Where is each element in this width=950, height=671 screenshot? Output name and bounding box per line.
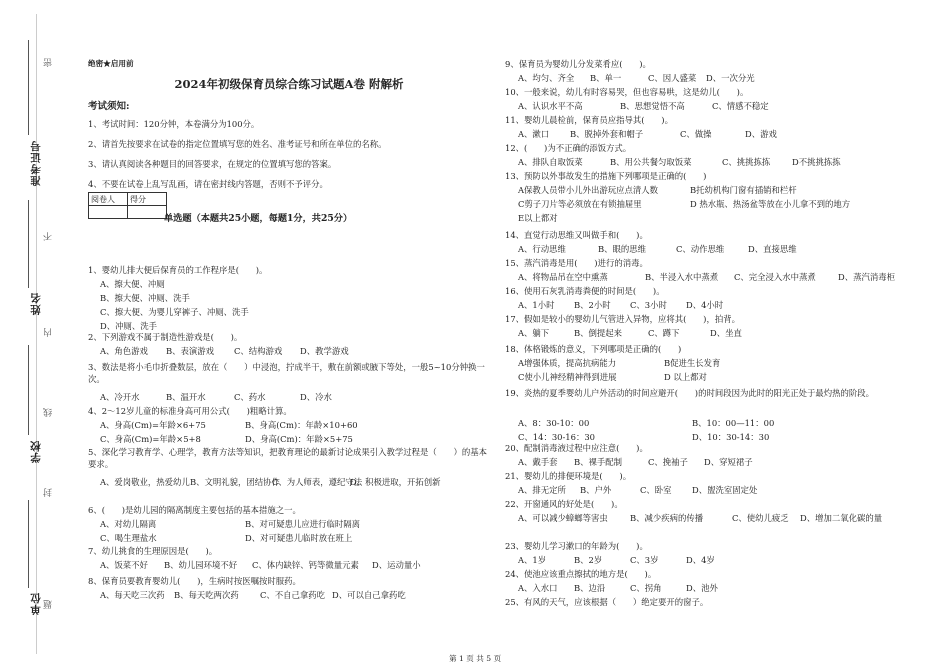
page-footer: 第 1 页 共 5 页	[448, 654, 502, 663]
answer-option[interactable]: C使小儿神经精神得到进展	[518, 372, 617, 382]
answer-option[interactable]: A、8：30-10：00	[518, 418, 590, 428]
label-school: 学校	[30, 440, 42, 463]
answer-option[interactable]: C、拐角	[630, 583, 662, 593]
grader-cell[interactable]	[89, 206, 128, 219]
answer-option[interactable]: B、对可疑患儿应进行临时隔离	[245, 519, 361, 529]
answer-option[interactable]: A增强体质，提高抗病能力	[518, 358, 617, 368]
answer-option[interactable]: D、池外	[686, 583, 718, 593]
answer-option[interactable]: C、体内缺锌、钙等微量元素	[252, 560, 359, 570]
answer-option[interactable]: A、身高(Cm)=年龄×6+75	[100, 420, 206, 430]
answer-option[interactable]: C、动作思维	[676, 244, 725, 254]
answer-option[interactable]: C、14：30-16：30	[518, 432, 595, 442]
answer-option[interactable]: C、3小时	[630, 300, 667, 310]
question-text: 3、数法是将小毛巾折叠数层，放在（ ）中浸泡，拧成半干，敷在前额或腋下等处，一般5~10分钟换一次。	[88, 362, 485, 384]
notice-item: 1、考试时间：120分钟，本卷满分为100分。	[88, 119, 260, 129]
answer-option[interactable]: B、眼的思维	[598, 244, 647, 254]
answer-option[interactable]: A、入水口	[518, 583, 558, 593]
answer-option[interactable]: C、喝生理盐水	[100, 533, 157, 543]
answer-option[interactable]: D、4小时	[686, 300, 724, 310]
answer-option[interactable]: A、冷开水	[100, 392, 140, 402]
question-text: 9、保育员为婴幼儿分发菜肴应( )。	[505, 59, 651, 69]
question-text: 18、体格锻炼的意义，下列哪项是正确的( )	[505, 344, 682, 354]
answer-option[interactable]: B、脱掉外套和帽子	[570, 129, 644, 139]
answer-option[interactable]: A、饭菜不好	[100, 560, 148, 570]
answer-option[interactable]: D、穿短裙子	[704, 457, 753, 467]
answer-option[interactable]: B、幼儿园环境不好	[164, 560, 238, 570]
answer-option[interactable]: A、每天吃三次药	[100, 590, 165, 600]
binding-strip	[0, 0, 60, 671]
name-field[interactable]	[28, 200, 29, 288]
answer-option[interactable]: A、均匀、齐全	[518, 73, 575, 83]
answer-option[interactable]: B、每天吃两次药	[174, 590, 239, 600]
answer-option[interactable]: A、可以减少蟑螂等害虫	[518, 513, 608, 523]
answer-option[interactable]: B、身高(Cm)：年龄×10+60	[245, 420, 358, 430]
answer-option[interactable]: B、思想觉悟不高	[620, 101, 685, 111]
answer-option[interactable]: B、表演游戏	[166, 346, 215, 356]
question-text: 4、2～12岁儿童的标准身高可用公式( )粗略计算。	[88, 406, 292, 416]
question-text: 14、直觉行动思维又叫做手和( )。	[505, 230, 648, 240]
answer-option[interactable]: C、擦大便、为婴儿穿裤子、冲厕、洗手	[100, 307, 249, 317]
answer-option[interactable]: B、单一	[590, 73, 622, 83]
notice-item: 3、请认真阅读各种题目的回答要求，在规定的位置填写您的答案。	[88, 159, 337, 169]
question-text: 23、婴幼儿学习漱口的年龄为( )。	[505, 541, 648, 551]
answer-option[interactable]: D、运动量小	[372, 560, 421, 570]
answer-option[interactable]: D、冷水	[300, 392, 332, 402]
answer-option[interactable]: D、一次分光	[706, 73, 755, 83]
answer-option[interactable]: A、1小时	[518, 300, 555, 310]
seal-mark: 封	[44, 488, 54, 497]
question-text: 5、深化学习教育学、心理学，教育方法等知识，把教育理论的最新讨论成果引入教学过程是（ ）的基本要求。	[88, 447, 487, 469]
answer-option[interactable]: D、身高(Cm)：年龄×5+75	[245, 434, 353, 444]
answer-option[interactable]: D、增加二氧化碳的量	[800, 513, 883, 523]
answer-option[interactable]: D、可以自己拿药吃	[332, 590, 406, 600]
answer-option[interactable]: A、擦大便、冲厕	[100, 279, 165, 289]
answer-option[interactable]: C、情感不稳定	[712, 101, 769, 111]
answer-option[interactable]: C、身高(Cm)=年龄×5+8	[100, 434, 201, 444]
answer-option[interactable]: C、卧室	[640, 485, 672, 495]
answer-option[interactable]: A、爱岗敬业，热爱幼儿	[100, 477, 190, 487]
answer-option[interactable]: A、角色游戏	[100, 346, 148, 356]
answer-option[interactable]: B托幼机构门窗有插销和栏杆	[690, 185, 797, 195]
seal-mark: 密	[44, 58, 54, 67]
school-field[interactable]	[28, 345, 29, 435]
answer-option[interactable]: A保教人员带小儿外出游玩应点清人数	[518, 185, 659, 195]
answer-option[interactable]: C、蹲下	[648, 328, 680, 338]
question-text: 1、婴幼儿排大便后保育员的工作程序是( )。	[88, 265, 268, 275]
answer-option[interactable]: D、4岁	[686, 555, 715, 565]
question-text: 19、炎热的夏季婴幼儿户外活动的时间应避开( )的时间段因为此时的阳光正处于最灼热的阶段。	[505, 388, 874, 398]
answer-option[interactable]: A、排无定所	[518, 485, 566, 495]
section-heading: 单选题（本题共25小题，每题1分，共25分）	[164, 213, 353, 224]
question-text: 7、幼儿挑食的生理原因是( )。	[88, 546, 218, 556]
question-text: 20、配制消毒液过程中应注意( )。	[505, 443, 648, 453]
answer-option[interactable]: C、结构游戏	[234, 346, 283, 356]
answer-option[interactable]: B、边沿	[574, 583, 606, 593]
answer-option[interactable]: C、完全浸入水中蒸煮	[734, 272, 816, 282]
label-exam-number: 准考证号	[30, 140, 42, 186]
label-unit: 单位	[30, 592, 42, 615]
question-text: 12、( )为不正确的添饭方式。	[505, 143, 632, 153]
question-text: 10、一般来说，幼儿有时容易哭，但也容易哄，这是幼儿( )。	[505, 87, 749, 97]
answer-option[interactable]: B、擦大便、冲厕、洗手	[100, 293, 190, 303]
seal-mark: 内	[44, 328, 54, 337]
score-cell[interactable]	[128, 206, 167, 219]
question-text: 16、使用石灰乳消毒粪便的时间是( )。	[505, 286, 665, 296]
question-text: 22、开窗通风的好处是( )。	[505, 499, 623, 509]
answer-option[interactable]: B、户外	[580, 485, 612, 495]
answer-option[interactable]: A、行动思维	[518, 244, 566, 254]
answer-option[interactable]: C、挽袖子	[648, 457, 688, 467]
answer-option[interactable]: D、直接思维	[748, 244, 797, 254]
answer-option[interactable]: C剪子刀片等必须放在有锁抽屉里	[518, 199, 642, 209]
unit-field[interactable]	[28, 500, 29, 588]
notice-item: 2、请首先按要求在试卷的指定位置填写您的姓名、准考证号和所在单位的名称。	[88, 139, 387, 149]
answer-option[interactable]: D、蒸汽消毒柜	[838, 272, 895, 282]
answer-option[interactable]: A、1岁	[518, 555, 547, 565]
answer-option[interactable]: D、游戏	[745, 129, 777, 139]
answer-option[interactable]: D、冲厕、洗手	[100, 321, 157, 331]
grader-label: 阅卷人	[89, 193, 128, 206]
answer-option[interactable]: C、药水	[234, 392, 266, 402]
question-text: 17、假如是较小的婴幼儿气管进入异物，应将其( )，拍背。	[505, 314, 740, 324]
answer-option[interactable]: B促进生长发育	[664, 358, 721, 368]
answer-option[interactable]: D、盥洗室固定处	[692, 485, 758, 495]
answer-option[interactable]: A、戴手套	[518, 457, 558, 467]
question-text: 8、保育员要教育婴幼儿( )，生病时按医嘱按时服药。	[88, 576, 301, 586]
seal-mark: 不	[44, 232, 54, 241]
answer-option[interactable]: B、2小时	[574, 300, 611, 310]
answer-option[interactable]: C、因人盛菜	[648, 73, 697, 83]
answer-option[interactable]: D 以上都对	[664, 372, 707, 382]
answer-option[interactable]: B、倒提起来	[574, 328, 623, 338]
answer-option[interactable]: B、用公共餐匀取饭菜	[610, 157, 692, 167]
answer-option[interactable]: B、10：00—11：00	[692, 418, 775, 428]
answer-option[interactable]: D、对可疑患儿临时放在班上	[245, 533, 353, 543]
label-name: 姓名	[30, 292, 42, 315]
answer-option[interactable]: C、挑挑拣拣	[722, 157, 771, 167]
seal-mark: 线	[44, 408, 54, 417]
answer-option[interactable]: C、3岁	[630, 555, 659, 565]
answer-option[interactable]: A、对幼儿隔离	[100, 519, 157, 529]
answer-option[interactable]: C、为人师表，遵纪守法	[272, 477, 363, 487]
score-box	[88, 192, 167, 219]
answer-option[interactable]: D不挑挑拣拣	[792, 157, 841, 167]
answer-option[interactable]: B、半浸入水中蒸煮	[645, 272, 719, 282]
score-label: 得分	[128, 193, 167, 206]
answer-option[interactable]: A、排队自取饭菜	[518, 157, 583, 167]
answer-option[interactable]: C、使幼儿疲乏	[732, 513, 789, 523]
answer-option[interactable]: C、不自己拿药吃	[260, 590, 326, 600]
question-text: 6、( )是幼儿园的隔离制度主要包括的基本措施之一。	[88, 505, 301, 515]
question-text: 13、预防以外事故发生的措施下列哪项是正确的( )	[505, 171, 707, 181]
seal-line	[36, 14, 37, 654]
answer-option[interactable]: D、教学游戏	[300, 346, 349, 356]
seal-mark: 题	[44, 600, 54, 609]
answer-option[interactable]: A、认识水平不高	[518, 101, 583, 111]
answer-option[interactable]: C、做操	[680, 129, 712, 139]
question-text: 11、婴幼儿晨检前，保育员应指导其( )。	[505, 115, 673, 125]
question-text: 25、有风的天气，应该根据（ ）绝定要开的窗子。	[505, 597, 709, 607]
answer-option[interactable]: A、漱口	[518, 129, 550, 139]
answer-option[interactable]: E以上都对	[518, 213, 558, 223]
answer-option[interactable]: B、减少疾病的传播	[630, 513, 704, 523]
answer-option[interactable]: B、文明礼貌，团结协作	[190, 477, 280, 487]
answer-option[interactable]: D、10：30-14：30	[692, 432, 770, 442]
answer-option[interactable]: B、2岁	[574, 555, 603, 565]
notice-item: 4、不要在试卷上乱写乱画，请在密封线内答题，否则不予评分。	[88, 179, 328, 189]
question-text: 21、婴幼儿的排便环境是( )。	[505, 471, 632, 481]
answer-option[interactable]: B、裸手配制	[574, 457, 623, 467]
notice-heading: 考试须知:	[88, 101, 130, 112]
question-text: 24、使池应该重点擦拭的地方是( )。	[505, 569, 657, 579]
question-text: 2、下列游戏不属于制造性游戏是( )。	[88, 332, 243, 342]
secret-mark: 绝密★启用前	[88, 59, 134, 68]
answer-option[interactable]: D 热水瓶、热汤盆等放在小儿拿不到的地方	[690, 199, 851, 209]
answer-option[interactable]: D、积极进取，开拓创新	[350, 477, 441, 487]
page-title: 2024年初级保育员综合练习试题A卷 附解析	[174, 77, 404, 91]
exam-number-field[interactable]	[28, 40, 29, 135]
answer-option[interactable]: B、温开水	[166, 392, 206, 402]
answer-option[interactable]: A、躺下	[518, 328, 550, 338]
answer-option[interactable]: A、将物品吊在空中熏蒸	[518, 272, 608, 282]
answer-option[interactable]: D、坐直	[710, 328, 742, 338]
question-text: 15、蒸汽消毒是用( )进行的消毒。	[505, 258, 648, 268]
